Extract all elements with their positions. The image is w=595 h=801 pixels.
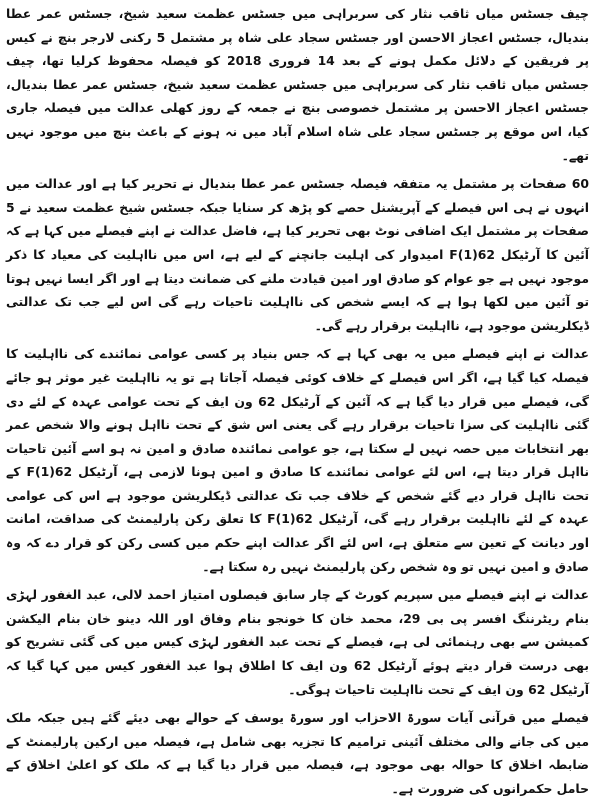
article-paragraph-4: عدالت نے اپنے فیصلے میں سپریم کورٹ کے چار سابق فیصلوں امتیاز احمد لالی، عبد الغفور لہڑی بنام ریٹرننگ افسر پی بی 29، محمد خان کا خونجو بنام وفاق اور اللہ دینو خان بنام الیکشن کمیشن سے بھی رہنمائی لی ہے، فیصلے کے تحت عبد الغفور لہڑی کیس میں کی گئی تشریح کو بھی درست قرار دیتے ہوئے آرٹیکل 62 ون ایف کا اطلاق ہوا عبد الغفور کیس میں کہا گیا کہ آرٹیکل 62 ون ایف کے تحت نااہلیت تاحیات ہوگی۔	[6, 587, 590, 697]
article-paragraph-3: عدالت نے اپنے فیصلے میں یہ بھی کہا ہے کہ جس بنیاد پر کسی عوامی نمائندے کی نااہلیت کا فیصلہ کیا گیا ہے، اگر اس فیصلے کے خلاف کوئی فیصلہ آجاتا ہے تو یہ نااہلیت غیر موثر ہو جائے گی، فیصلے میں قرار دیا گیا ہے کہ آئین کے آرٹیکل 62 ون ایف کے تحت عوامی عہدہ کے لئے دی گئی نااہلیت کی سزا تاحیات برقرار رہے گی یعنی اس شق کے تحت نااہل ہونے والا شخص عمر بھر انتخابات میں حصہ نہیں لے سکتا ہے، جو عوامی نمائندہ صادق و امین نہ ہو اسے آئین تاحیات نااہل قرار دیتا ہے، اس لئے عوامی نمائندے کا صادق و امین ہونا لازمی ہے، آرٹیکل 62(1)F کے تحت نااہل قرار دیے گئے شخص کے خلاف جب تک عدالتی ڈیکلریشن موجود ہے اس کی عوامی عہدہ کے لئے نااہلیت برقرار رہے گی، آرٹیکل 62(1)F کا تعلق رکن پارلیمنٹ کی صداقت، امانت اور دیانت کے تعین سے متعلق ہے، اس لئے اگر عدالت اپنے حکم میں کسی رکن کو قرار دے کہ وہ صادق و امین نہیں تو وہ شخص رکن پارلیمنٹ نہیں رہ سکتا ہے۔	[6, 346, 589, 574]
article-paragraph-1: چیف جسٹس میاں ثاقب نثار کی سربراہی میں جسٹس عظمت سعید شیخ، جسٹس عمر عطا بندیال، جسٹس اعجاز الاحسن اور جسٹس سجاد علی شاہ پر مشتمل 5 رکنی لارجر بنچ نے کیس پر فریقین کے دلائل مکمل ہونے کے بعد 14 فروری 2018 کو فیصلہ محفوظ کرلیا تھا، چیف جسٹس میاں ثاقب نثار کی سربراہی میں جسٹس عظمت سعید شیخ، جسٹس عمر عطا بندیال، جسٹس اعجاز الاحسن پر مشتمل خصوصی بنچ نے جمعہ کے روز کھلی عدالت میں فیصلہ جاری کیا، اس موقع پر جسٹس سجاد علی شاہ اسلام آباد میں نہ ہونے کے باعث بنچ میں موجود نہیں تھے۔	[6, 6, 589, 163]
article-paragraph-5: فیصلے میں قرآنی آیات سورۃ الاحزاب اور سورۃ یوسف کے حوالے بھی دیئے گئے ہیں جبکہ ملک میں کی جانے والی مختلف آئینی ترامیم کا تجزیہ بھی شامل ہے، فیصلہ میں ارکین پارلیمنٹ کے ضابطہ اخلاق کا حوالہ بھی موجود ہے، فیصلہ میں قرار دیا گیا ہے کہ ملک کو اعلیٰ اخلاق کے حامل حکمرانوں کی ضرورت ہے۔	[6, 710, 589, 796]
article-paragraph-2: 60 صفحات پر مشتمل یہ متفقہ فیصلہ جسٹس عمر عطا بندیال نے تحریر کیا ہے اور عدالت میں انہوں نے ہی اس فیصلے کے آپریشنل حصے کو پڑھ کر سنایا جبکہ جسٹس شیخ عظمت سعید نے 5 صفحات پر مشتمل ایک اضافی نوٹ بھی تحریر کیا ہے، فاضل عدالت نے اپنے فیصلے میں کہا ہے کہ آئین کا آرٹیکل 62(1)F امیدوار کی اہلیت جانچنے کے لیے ہے، اس میں نااہلیت کی معیاد کا ذکر موجود نہیں ہے جو عوام کو صادق اور امین قیادت ملنے کی ضمانت دیتا ہے اور اگر ایسا نہیں ہوتا تو آئین میں لکھا ہوا ہے کہ ایسے شخص کی نااہلیت تاحیات رہے گی اس لیے جب تک عدالتی ڈیکلریشن موجود ہے، نااہلیت برقرار رہے گی۔	[6, 176, 589, 333]
